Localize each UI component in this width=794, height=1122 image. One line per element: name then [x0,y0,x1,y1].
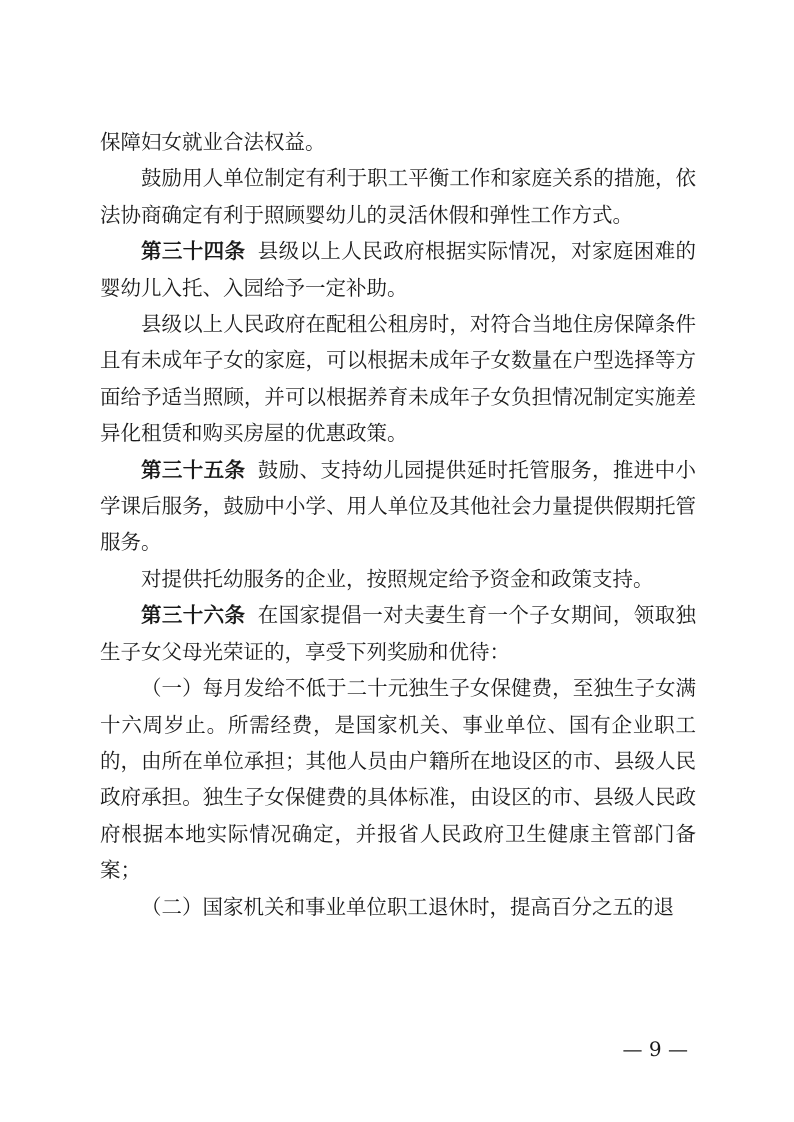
paragraph-text: （二）国家机关和事业单位职工退休时，提高百分之五的退 [141,894,674,919]
paragraph-text: （一）每月发给不低于二十元独生子女保健费，至独生子女满十六周岁止。所需经费，是国家机关、事业单位、国有企业职工的，由所在单位承担；其他人员由户籍所在地设区的市、县级人民政府承担。独生子女保健费的具体标准，由设区的市、县级人民政府根据本地实际情况确定，并报省人民政府卫生健康主管部门备案； [100,676,696,883]
article-heading: 第三十四条 [141,239,246,264]
paragraph [100,561,696,597]
paragraph-text: 县级以上人民政府根据实际情况，对家庭困难的婴幼儿入托、入园给予一定补助。 [100,239,697,300]
list-item [100,889,696,925]
article-heading: 第三十六条 [141,603,246,628]
article-heading: 第三十五条 [141,457,246,482]
paragraph-text: 鼓励、支持幼儿园提供延时托管服务，推进中小学课后服务，鼓励中小学、用人单位及其他社会力量提供假期托管服务。 [100,457,697,555]
paragraph [100,160,696,233]
article-34 [100,233,696,306]
paragraph-text: 在国家提倡一对夫妻生育一个子女期间，领取独生子女父母光荣证的，享受下列奖励和优待： [100,603,697,664]
article-36 [100,597,696,670]
paragraph-continuation [100,124,696,160]
document-body [100,124,696,925]
article-35 [100,452,696,561]
paragraph-text: 对提供托幼服务的企业，按照规定给予资金和政策支持。 [141,566,654,591]
paragraph-text: 保障妇女就业合法权益。 [100,130,326,154]
paragraph [100,306,696,452]
paragraph-text: 鼓励用人单位制定有利于职工平衡工作和家庭关系的措施，依法协商确定有利于照顾婴幼儿的灵活休假和弹性工作方式。 [100,166,696,227]
paragraph-text: 县级以上人民政府在配租公租房时，对符合当地住房保障条件且有未成年子女的家庭，可以根据未成年子女数量在户型选择等方面给予适当照顾，并可以根据养育未成年子女负担情况制定实施差异化租赁和购买房屋的优惠政策。 [100,312,696,446]
page-number: — 9 — [622,1037,688,1061]
list-item [100,670,696,888]
